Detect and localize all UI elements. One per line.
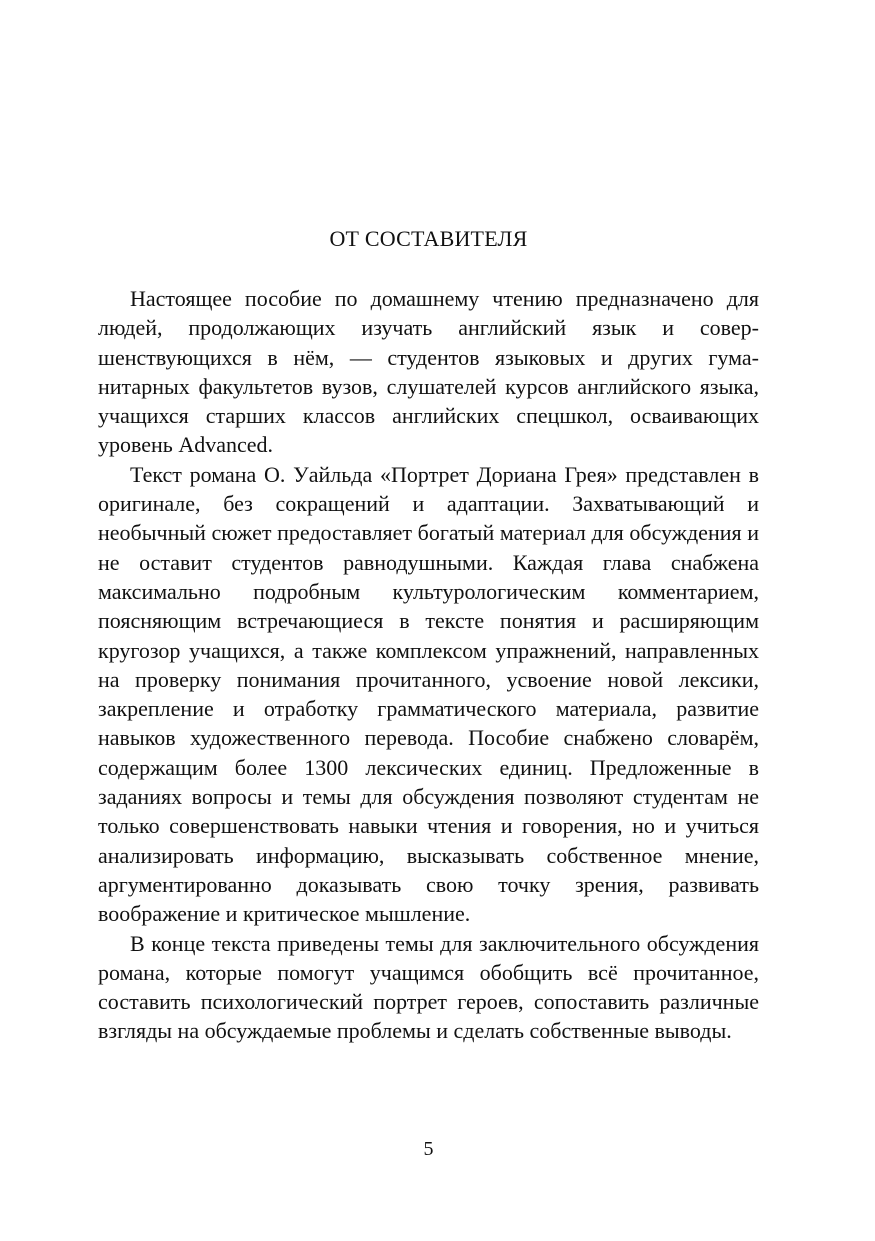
page-number: 5 bbox=[423, 1138, 434, 1160]
book-page bbox=[98, 0, 759, 1241]
body-text bbox=[98, 284, 759, 1046]
paragraph-1: Настоящее пособие по домашнему чтению предназначено для людей, продолжающих изучать английский язык и совершенствующихся в нём, — студентов языковых и других гуманитарных факультетов вузов, слушателей курсов английского языка, учащихся старших классов английских спецшкол, осваивающих уровень Advanced. bbox=[98, 286, 759, 458]
paragraph-3: В конце текста приведены темы для заключительного обсуждения романа, которые помогут учащимся обобщить всё прочитанное, составить психологический портрет героев, сопоставить различные взгляды на обсуждаемые проблемы и сделать собственные выводы. bbox=[98, 930, 759, 1044]
paragraph-2: Текст романа О. Уайльда «Портрет Дориана Грея» представлен в оригинале, без сокращений и адаптации. Захватывающий и необычный сюжет предоставляет богатый материал для обсуждения и не оставит студентов равнодушными. Каждая глава снабжена максимально подробным культурологическим комментарием, поясняющим встречающиеся в тексте понятия и расширяющим кругозор учащихся, а также комплексом упражнений, направленных на проверку понимания прочитанного, усвоение новой лексики, закрепление и отработку грамматического материала, развитие навыков художественного перевода. Пособие снабжено словарём, содержащим более 1300 лексических единиц. Предложенные в заданиях вопросы и темы для обсуждения позволяют студентам не только совершенствовать навыки чтения и говорения, но и учиться анализировать информацию, высказывать собственное мнение, аргументированно доказывать свою точку зрения, развивать воображение и критическое мышление. bbox=[98, 461, 759, 927]
section-title: ОТ СОСТАВИТЕЛЯ bbox=[329, 226, 528, 251]
